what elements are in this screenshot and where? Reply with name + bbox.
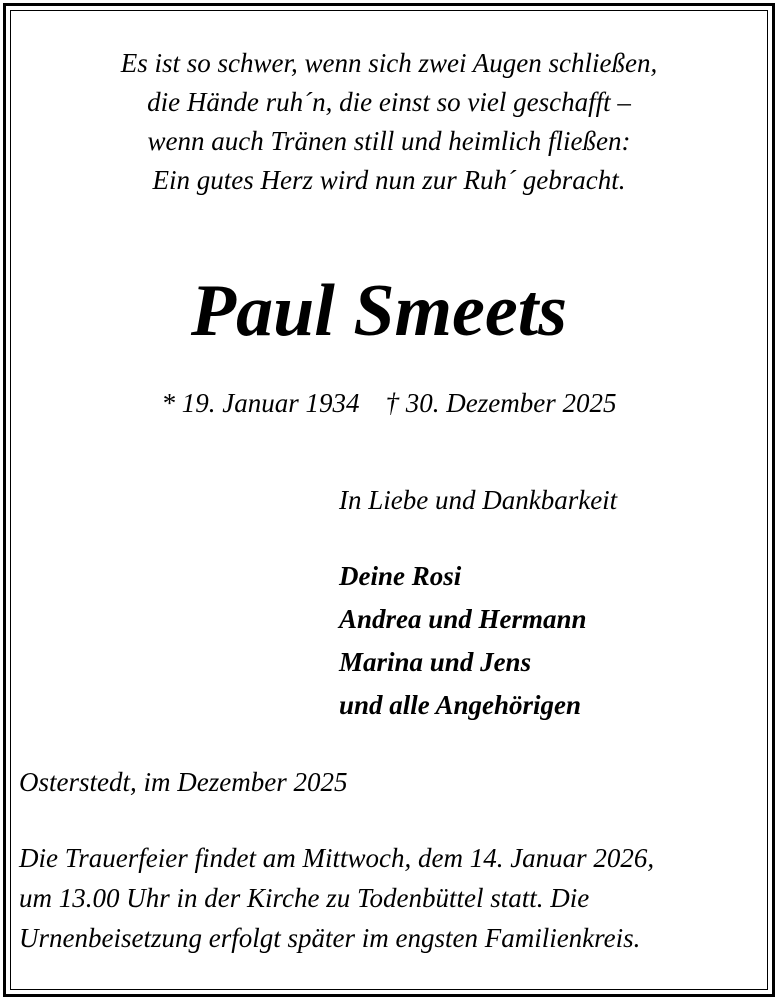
death-date: † 30. Dezember 2025 <box>385 388 617 418</box>
life-dates <box>0 383 778 423</box>
funeral-notice <box>19 838 654 958</box>
mourners-list <box>339 555 587 727</box>
birth-date: * 19. Januar 1934 <box>161 388 360 418</box>
mourner-name: Deine Rosi <box>339 561 462 591</box>
funeral-notice-line: Urnenbeisetzung erfolgt später im engsten Familienkreis. <box>19 923 641 953</box>
mourner-name: und alle Angehörigen <box>339 690 582 720</box>
poem-line: die Hände ruh´n, die einst so viel geschafft – <box>147 87 631 117</box>
dedication: In Liebe und Dankbarkeit <box>339 485 618 515</box>
funeral-notice-line: Die Trauerfeier findet am Mittwoch, dem 14. Januar 2026, <box>19 843 655 873</box>
poem-line: Ein gutes Herz wird nun zur Ruh´ gebracht. <box>152 165 626 195</box>
deceased-name: Paul Smeets <box>190 270 568 352</box>
poem-line: wenn auch Tränen still und heimlich fließen: <box>147 126 631 156</box>
place-and-date: Osterstedt, im Dezember 2025 <box>19 767 348 797</box>
mourner-name: Marina und Jens <box>339 647 532 677</box>
poem-line: Es ist so schwer, wenn sich zwei Augen schließen, <box>120 48 658 78</box>
mourner-name: Andrea und Hermann <box>339 604 587 634</box>
poem <box>0 44 778 200</box>
funeral-notice-line: um 13.00 Uhr in der Kirche zu Todenbüttel statt. Die <box>19 883 590 913</box>
